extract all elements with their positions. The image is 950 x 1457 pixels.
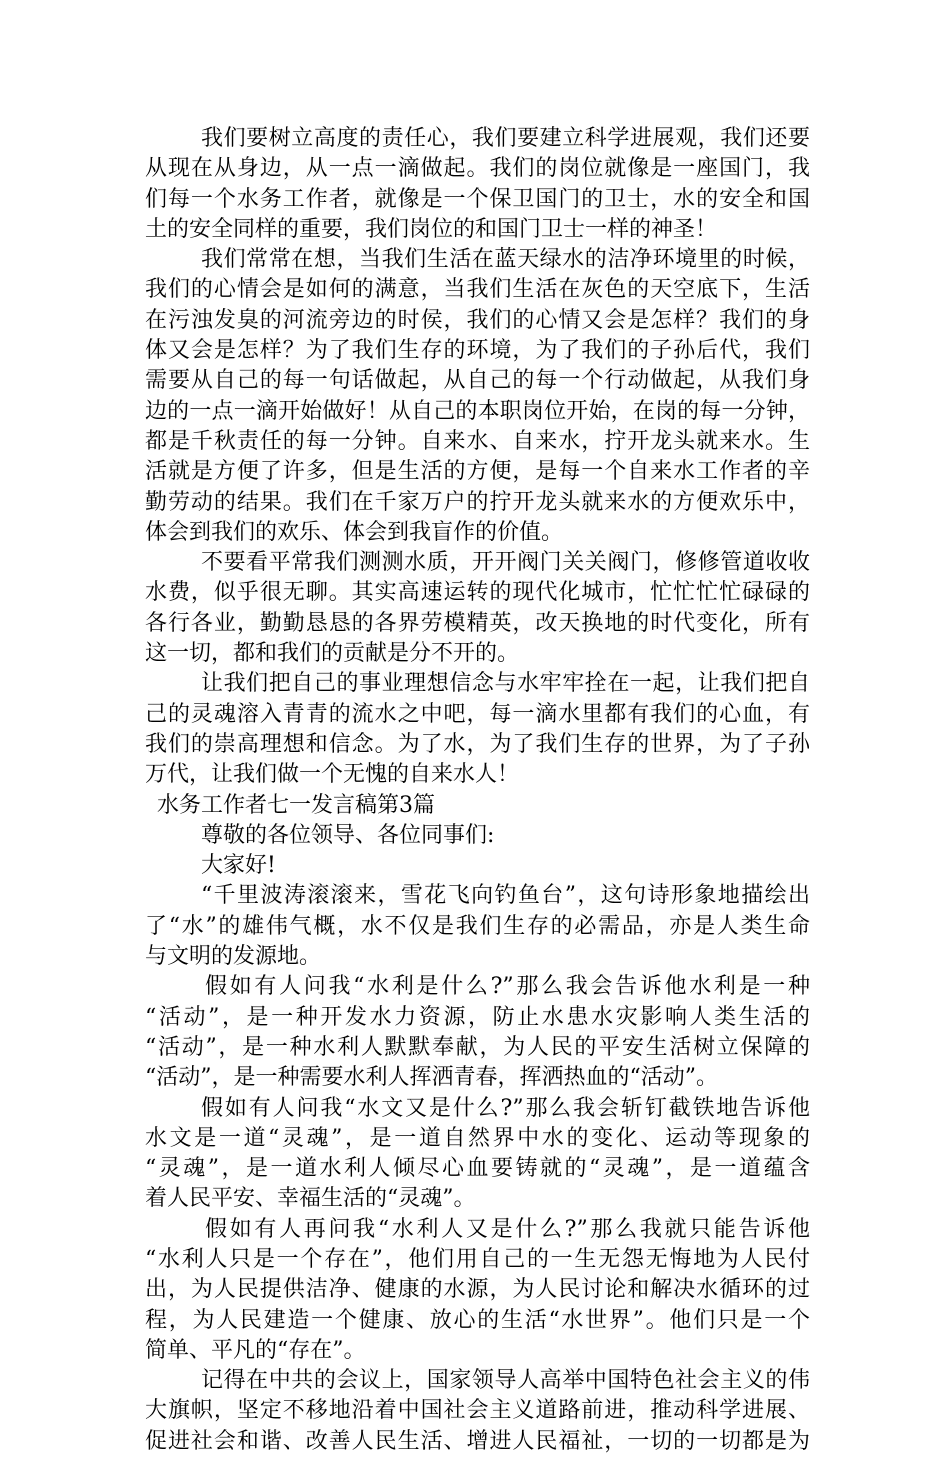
text-line: 万代，让我们做一个无愧的自来水人！ <box>145 762 520 788</box>
text-line: 土的安全同样的重要，我们岗位的和国门卫士一样的神圣！ <box>145 216 718 242</box>
text-line: 在污浊发臭的河流旁边的时侯，我们的心情又会是怎样？我们的身 <box>145 307 810 333</box>
text-line: “千里波涛滚滚来，雪花飞向钓鱼台”，这句诗形象地描绘出 <box>201 883 810 909</box>
section-heading: 水务工作者七一发言稿第3篇 <box>157 792 435 818</box>
text-line: 我们的心情会是如何的满意，当我们生活在灰色的天空底下，生活 <box>145 277 810 303</box>
text-line: 体又会是怎样？为了我们生存的环境，为了我们的子孙后代，我们 <box>145 338 810 364</box>
text-line: “水利人只是一个存在”，他们用自己的一生无怨无悔地为人民付 <box>145 1246 810 1272</box>
text-line: 不要看平常我们测测水质，开开阀门关关阀门，修修管道收收 <box>201 550 810 576</box>
text-line: 我们的崇高理想和信念。为了水，为了我们生存的世界，为了子孙 <box>145 731 810 757</box>
text-line: “活动”，是一种需要水利人挥洒青春，挥洒热血的“活动”。 <box>145 1065 718 1091</box>
text-line: 水费，似乎很无聊。其实高速运转的现代化城市，忙忙忙忙碌碌的 <box>145 580 810 606</box>
text-line: 各行各业，勤勤恳恳的各界劳模精英，改天换地的时代变化，所有 <box>145 610 810 636</box>
document-body <box>145 124 810 1457</box>
text-line: 我们常常在想，当我们生活在蓝天绿水的洁净环境里的时候， <box>201 247 810 273</box>
text-line: “活动”，是一种开发水力资源，防止水患水灾影响人类生活的 <box>145 1004 810 1030</box>
text-line: 促进社会和谐、改善人民生活、增进人民福祉，一切的一切都是为 <box>145 1428 810 1454</box>
text-line: 假如有人问我“水文又是什么?”那么我会斩钉截铁地告诉他 <box>201 1095 810 1121</box>
text-line: 勤劳动的结果。我们在千家万户的拧开龙头就来水的方便欢乐中， <box>145 489 810 515</box>
text-line: 边的一点一滴开始做好！从自己的本职岗位开始，在岗的每一分钟， <box>145 398 810 424</box>
text-line: 了“水”的雄伟气概，水不仅是我们生存的必需品，亦是人类生命 <box>145 913 810 939</box>
text-line: 程，为人民建造一个健康、放心的生活“水世界”。他们只是一个 <box>145 1307 810 1333</box>
text-line: 尊敬的各位领导、各位同事们: <box>201 822 495 848</box>
text-line: 己的灵魂溶入青青的流水之中吧，每一滴水里都有我们的心血，有 <box>145 701 810 727</box>
text-line: 水文是一道“灵魂”，是一道自然界中水的变化、运动等现象的 <box>145 1125 810 1151</box>
text-line: 与文明的发源地。 <box>145 944 322 970</box>
text-line: 大家好! <box>201 853 276 879</box>
text-line: 都是千秋责任的每一分钟。自来水、自来水，拧开龙头就来水。生 <box>145 428 810 454</box>
text-line: 简单、平凡的“存在”。 <box>145 1337 366 1363</box>
text-line: “灵魂”，是一道水利人倾尽心血要铸就的“灵魂”，是一道蕴含 <box>145 1156 810 1182</box>
text-line: “活动”，是一种水利人默默奉献，为人民的平安生活树立保障的 <box>145 1034 810 1060</box>
text-line: 活就是方便了许多，但是生活的方便，是每一个自来水工作者的辛 <box>145 459 810 485</box>
text-line: 大旗帜，坚定不移地沿着中国社会主义道路前进，推动科学进展、 <box>145 1398 810 1424</box>
text-line: 着人民平安、幸福生活的“灵魂”。 <box>145 1186 476 1212</box>
text-line: 出，为人民提供洁净、健康的水源，为人民讨论和解决水循环的过 <box>145 1277 810 1303</box>
text-line: 假如有人再问我“水利人又是什么?”那么我就只能告诉他 <box>205 1216 810 1242</box>
text-line: 让我们把自己的事业理想信念与水牢牢拴在一起，让我们把自 <box>201 671 810 697</box>
text-line: 这一切，都和我们的贡献是分不开的。 <box>145 641 520 667</box>
text-line: 从现在从身边，从一点一滴做起。我们的岗位就像是一座国门，我 <box>145 156 810 182</box>
text-line: 体会到我们的欢乐、体会到我盲作的价值。 <box>145 519 564 545</box>
text-line: 假如有人问我“水利是什么?”那么我会告诉他水利是一种 <box>205 974 810 1000</box>
text-line: 记得在中共的会议上，国家领导人高举中国特色社会主义的伟 <box>201 1368 810 1394</box>
text-line: 们每一个水务工作者，就像是一个保卫国门的卫士，水的安全和国 <box>145 186 810 212</box>
text-line: 我们要树立高度的责任心，我们要建立科学进展观，我们还要 <box>201 126 810 151</box>
text-line: 需要从自己的每一句话做起，从自己的每一个行动做起，从我们身 <box>145 368 810 394</box>
